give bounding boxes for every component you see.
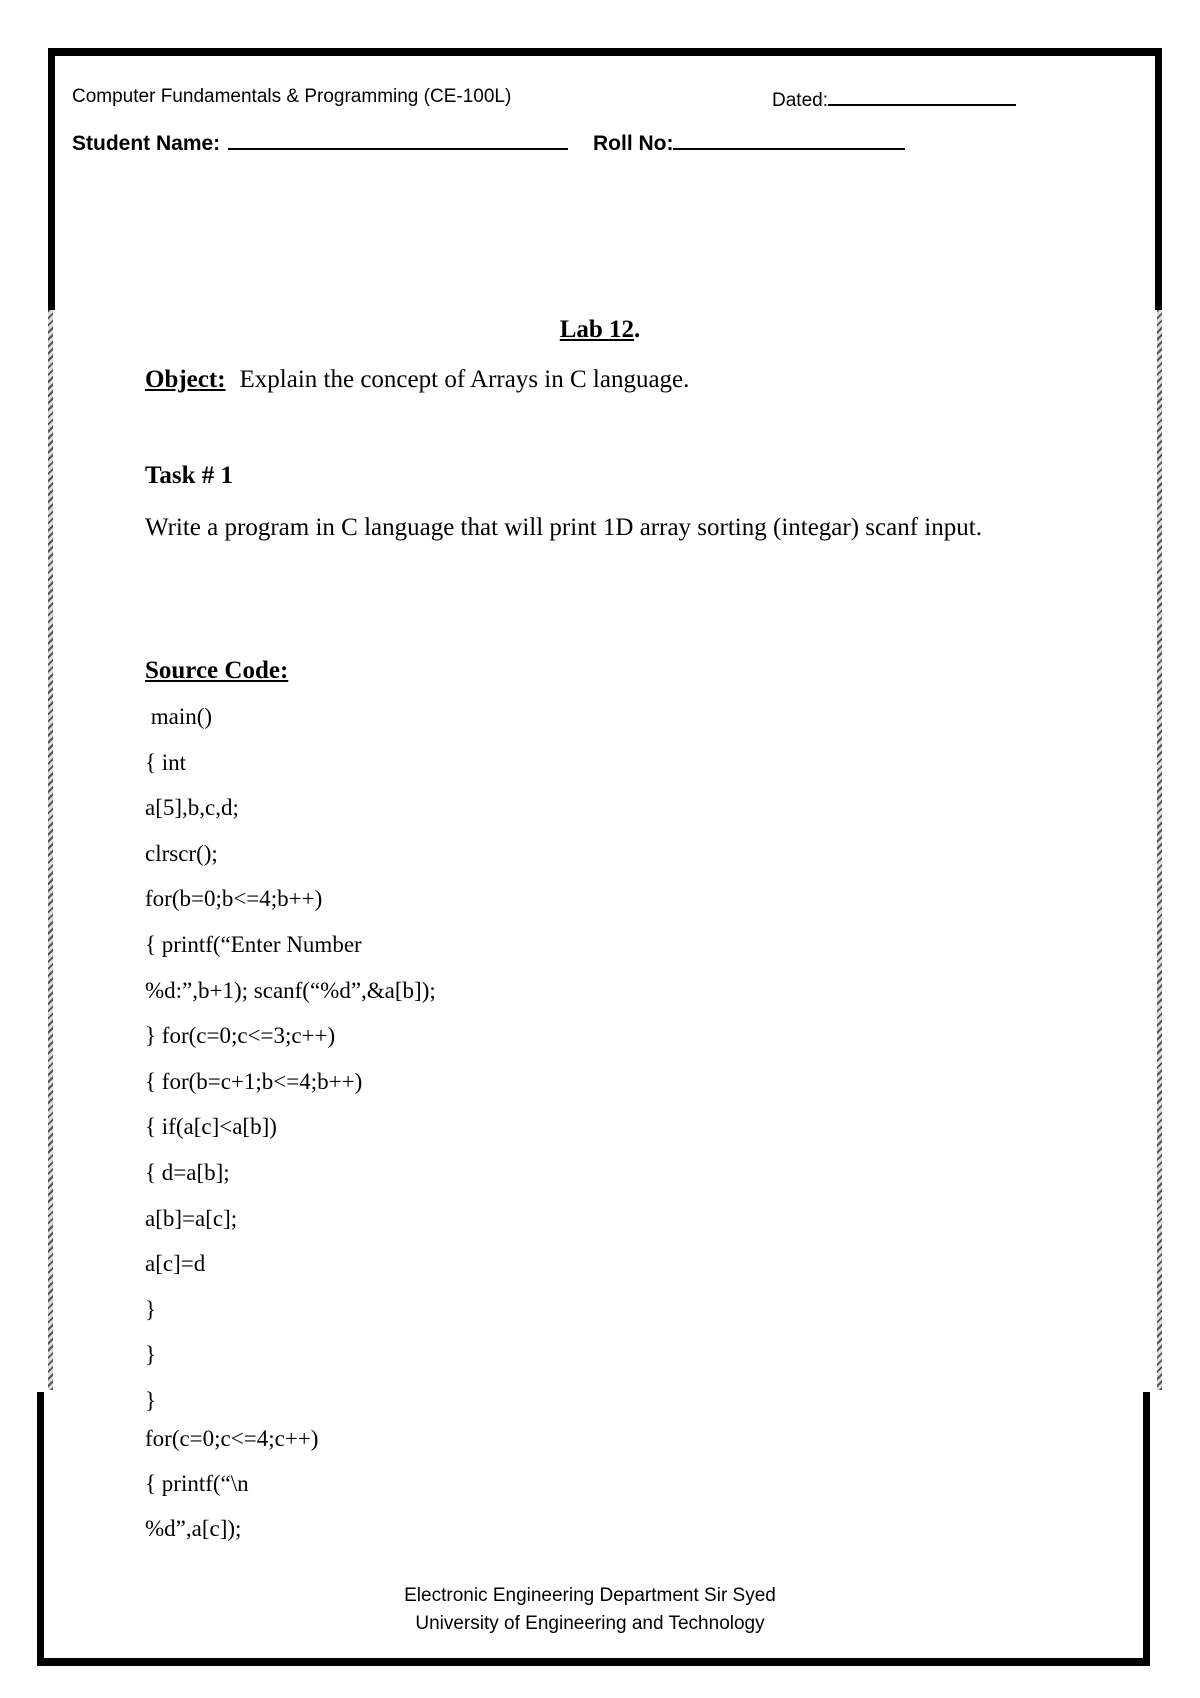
object-label: Object:: [145, 366, 226, 393]
code-line: %d:”,b+1); scanf(“%d”,&a[b]);: [145, 977, 436, 1003]
code-line: }: [145, 1296, 157, 1322]
object-text: Explain the concept of Arrays in C language.: [239, 366, 690, 393]
code-line: { printf(“Enter Number: [145, 931, 362, 957]
code-line: for(b=0;b<=4;b++): [145, 886, 323, 912]
code-line: a[b]=a[c];: [145, 1205, 238, 1231]
border-top: [48, 48, 1162, 56]
student-name-label: Student Name:: [72, 132, 221, 155]
task-description: Write a program in C language that will print 1D array sorting (integar) scanf input.: [145, 514, 982, 541]
code-line: a[5],b,c,d;: [145, 795, 239, 821]
code-line: a[c]=d: [145, 1251, 206, 1277]
code-line: { for(b=c+1;b<=4;b++): [145, 1068, 363, 1094]
source-code-block: [145, 702, 436, 1432]
code-line: }: [145, 1387, 157, 1413]
border-right-upper: [1155, 48, 1162, 310]
student-name-field: [72, 130, 568, 156]
code-line: }: [145, 1342, 157, 1368]
code-line: { int: [145, 749, 187, 775]
student-name-blank: [228, 130, 568, 150]
border-left-upper: [48, 48, 55, 310]
code-line: %d”,a[c]);: [145, 1516, 242, 1541]
dated-field: [772, 86, 1016, 112]
code-line: { d=a[b];: [145, 1159, 230, 1185]
source-code-block-continued: [145, 1424, 318, 1559]
task-heading: Task # 1: [145, 462, 234, 489]
code-line: main(): [145, 704, 213, 729]
footer-line-2: University of Engineering and Technology: [415, 1613, 765, 1634]
border-left-dashed: [48, 310, 53, 1390]
roll-no-blank: [673, 130, 905, 150]
border-bottom: [37, 1658, 1150, 1666]
footer-line-1: Electronic Engineering Department Sir Syed: [404, 1585, 776, 1606]
code-line: { printf(“\n: [145, 1471, 249, 1496]
code-line: clrscr();: [145, 840, 218, 866]
lab-title: [0, 316, 1200, 344]
course-title: Computer Fundamentals & Programming (CE-100L): [72, 86, 512, 107]
lab-title-suffix: .: [634, 316, 641, 343]
dated-label: Dated:: [772, 90, 828, 111]
object-statement: [145, 366, 689, 394]
code-line: { if(a[c]<a[b]): [145, 1114, 277, 1140]
roll-no-field: [593, 130, 905, 156]
source-code-heading: Source Code:: [145, 657, 289, 684]
roll-no-label: Roll No:: [593, 132, 674, 155]
border-right-dashed: [1157, 310, 1162, 1390]
code-line: for(c=0;c<=4;c++): [145, 1426, 319, 1451]
lab-title-text: Lab 12: [559, 316, 635, 343]
code-line: } for(c=0;c<=3;c++): [145, 1023, 336, 1049]
page-footer: [0, 1582, 1180, 1638]
dated-blank: [828, 86, 1016, 106]
